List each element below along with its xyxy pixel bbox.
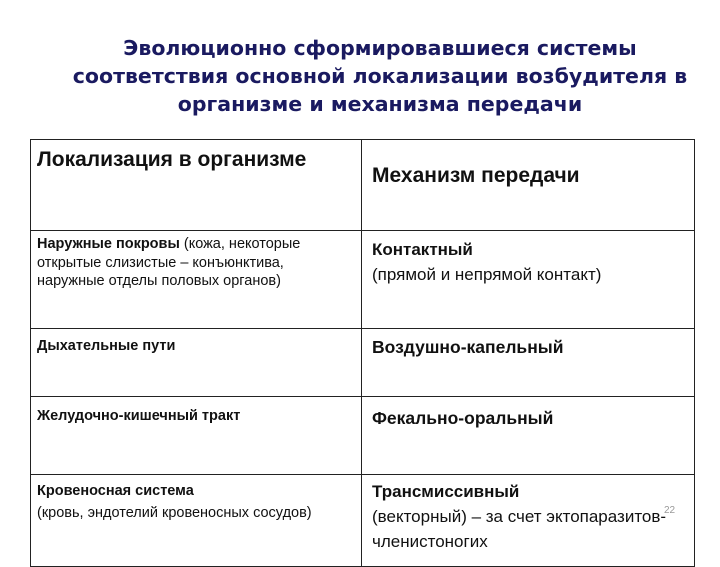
header-mechanism: Механизм передачи	[362, 140, 695, 231]
header-localization: Локализация в организме	[31, 140, 362, 231]
mechanism-main: Трансмиссивный	[372, 482, 520, 501]
slide-title	[60, 34, 700, 118]
mechanism-cell	[362, 475, 695, 567]
localization-cell	[31, 475, 362, 567]
title-line-1: Эволюционно сформировавшиеся системы	[123, 36, 637, 60]
mechanism-detail: (прямой и непрямой контакт)	[372, 265, 602, 284]
localization-detail: (кровь, эндотелий кровеносных сосудов)	[37, 505, 312, 521]
mechanism-main: Контактный	[372, 240, 473, 259]
mechanism-cell: Воздушно-капельный	[362, 329, 695, 397]
title-line-2: соответствия основной локализации возбудителя в	[72, 64, 688, 88]
mechanism-cell: Фекально-оральный	[362, 397, 695, 475]
table-row	[31, 329, 695, 397]
localization-cell	[31, 231, 362, 329]
localization-main: Наружные покровы	[37, 236, 180, 252]
mechanism-cell	[362, 231, 695, 329]
localization-cell: Дыхательные пути	[31, 329, 362, 397]
localization-detail: (кожа, некоторые открытые слизистые – конъюнктива, наружные отделы половых органов)	[37, 236, 301, 289]
localization-main: Кровеносная система	[37, 483, 194, 499]
table-row	[31, 231, 695, 329]
mechanism-detail: (векторный) – за счет эктопаразитов-членистоногих	[372, 507, 667, 551]
slide-number: 22	[664, 505, 676, 516]
table-row	[31, 397, 695, 475]
table-header-row	[31, 140, 695, 231]
transmission-table	[30, 139, 695, 567]
table-row	[31, 475, 695, 567]
localization-cell: Желудочно-кишечный тракт	[31, 397, 362, 475]
title-line-3: организме и механизма передачи	[177, 92, 583, 116]
